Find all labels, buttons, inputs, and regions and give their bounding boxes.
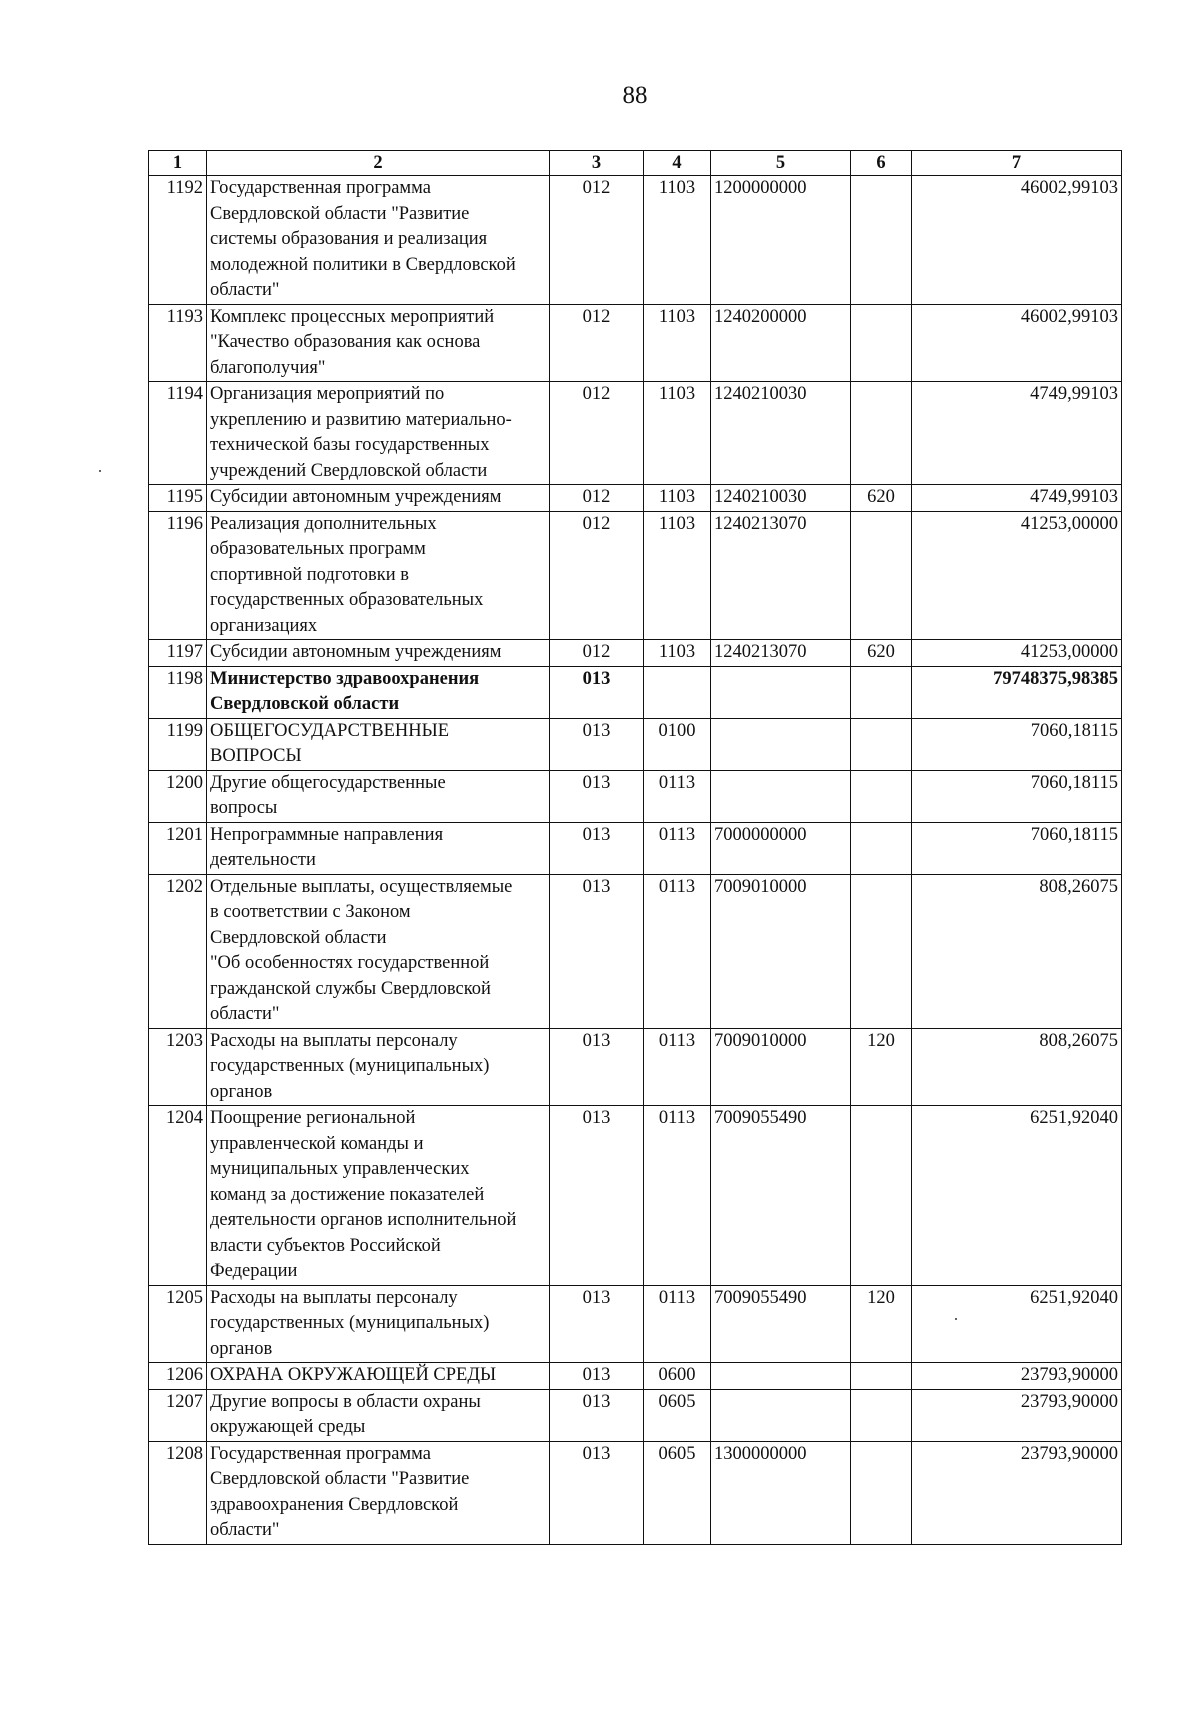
row-expense-type <box>851 485 912 512</box>
row-amount-text: 7060,18115 <box>1030 772 1118 793</box>
row-expense-type <box>851 1389 912 1441</box>
row-expense-type <box>851 718 912 770</box>
row-amount-text: 23793,90000 <box>1020 1391 1118 1412</box>
row-expense-type-text: 120 <box>867 1287 895 1308</box>
row-section-code-text: 1103 <box>658 384 696 404</box>
page-number: 88 <box>622 82 648 109</box>
row-amount-text: 23793,90000 <box>1020 1365 1118 1385</box>
row-section-code <box>644 176 711 305</box>
row-number <box>149 640 207 667</box>
row-ministry-code-text: 013 <box>582 876 611 897</box>
row-target-code <box>711 1028 851 1106</box>
row-target-code-text: 1200000000 <box>714 178 807 198</box>
row-amount-text: 4749,99103 <box>1030 487 1118 507</box>
row-target-code-text: 1300000000 <box>714 1443 807 1464</box>
row-number-text: 1201 <box>166 824 203 845</box>
row-ministry-code <box>550 770 644 822</box>
row-number-text: 1200 <box>166 772 203 793</box>
row-expense-type <box>851 304 912 382</box>
row-target-code-text: 7000000000 <box>714 824 807 845</box>
row-ministry-code-text: 013 <box>582 720 611 741</box>
row-target-code <box>711 718 851 770</box>
row-expense-type <box>851 822 912 874</box>
row-expense-type <box>851 666 912 718</box>
scan-speck <box>99 470 101 472</box>
row-amount <box>912 1363 1122 1390</box>
row-target-code-text: 7009010000 <box>714 1030 807 1051</box>
row-ministry-code <box>550 718 644 770</box>
row-ministry-code-text: 013 <box>582 1391 611 1412</box>
row-section-code-text: 0113 <box>658 876 696 897</box>
row-target-code-text: 7009010000 <box>714 876 807 897</box>
row-amount <box>912 485 1122 512</box>
row-section-code-text: 1103 <box>658 642 696 662</box>
row-name <box>207 511 550 640</box>
row-section-code-text: 0605 <box>658 1443 696 1464</box>
row-name-text: Реализация дополнительных образовательных программ спортивной подготовки в государственных образовательных организациях <box>210 513 484 636</box>
row-ministry-code-text: 013 <box>582 824 611 845</box>
column-header-6: 6 <box>851 151 912 176</box>
row-section-code-text: 1103 <box>658 513 696 534</box>
row-expense-type <box>851 176 912 305</box>
row-ministry-code <box>550 304 644 382</box>
table-row <box>149 1363 1122 1390</box>
row-number <box>149 1363 207 1390</box>
row-target-code <box>711 304 851 382</box>
row-amount <box>912 770 1122 822</box>
row-name-text: Непрограммные направления деятельности <box>210 824 444 870</box>
row-name-text: Министерство здравоохранения Свердловской области <box>210 668 480 714</box>
row-ministry-code <box>550 1441 644 1544</box>
row-name <box>207 822 550 874</box>
row-name <box>207 1363 550 1390</box>
row-expense-type <box>851 1363 912 1390</box>
row-section-code-text: 0100 <box>658 720 696 741</box>
row-ministry-code <box>550 511 644 640</box>
row-target-code-text: 1240210030 <box>714 487 807 507</box>
row-section-code-text: 0113 <box>658 1287 696 1308</box>
row-ministry-code <box>550 1028 644 1106</box>
row-name-text: Государственная программа Свердловской области "Развитие системы образования и реализация молодежной политики в Свердловской области" <box>210 178 516 300</box>
row-target-code <box>711 511 851 640</box>
row-section-code <box>644 822 711 874</box>
row-target-code <box>711 874 851 1028</box>
row-expense-type <box>851 382 912 485</box>
row-target-code <box>711 822 851 874</box>
row-amount <box>912 1389 1122 1441</box>
row-amount <box>912 640 1122 667</box>
table-row <box>149 304 1122 382</box>
row-number-text: 1199 <box>166 720 203 741</box>
row-amount <box>912 718 1122 770</box>
row-name <box>207 666 550 718</box>
row-name-text: Комплекс процессных мероприятий "Качество образования как основа благополучия" <box>210 306 495 378</box>
table-row <box>149 1285 1122 1363</box>
row-amount-text: 7060,18115 <box>1030 720 1118 741</box>
row-number-text: 1192 <box>166 178 203 198</box>
row-ministry-code-text: 013 <box>582 1030 611 1051</box>
row-number <box>149 770 207 822</box>
row-section-code <box>644 718 711 770</box>
row-number-text: 1195 <box>166 487 203 507</box>
row-ministry-code-text: 013 <box>582 1287 611 1308</box>
row-name-text: ОБЩЕГОСУДАРСТВЕННЫЕ ВОПРОСЫ <box>210 720 450 766</box>
row-number <box>149 822 207 874</box>
row-target-code-text: 1240200000 <box>714 306 807 327</box>
row-number <box>149 511 207 640</box>
row-ministry-code-text: 012 <box>582 513 611 534</box>
column-header-7: 7 <box>912 151 1122 176</box>
row-number-text: 1206 <box>166 1365 203 1385</box>
row-section-code <box>644 1441 711 1544</box>
table-row <box>149 666 1122 718</box>
row-number-text: 1203 <box>166 1030 203 1051</box>
row-expense-type <box>851 1285 912 1363</box>
row-name-text: Другие вопросы в области охраны окружающей среды <box>210 1391 481 1437</box>
row-amount <box>912 304 1122 382</box>
table-body <box>149 176 1122 1545</box>
row-name <box>207 1028 550 1106</box>
row-section-code <box>644 485 711 512</box>
row-target-code <box>711 640 851 667</box>
row-name-text: Расходы на выплаты персоналу государственных (муниципальных) органов <box>210 1287 490 1359</box>
row-number-text: 1194 <box>166 384 203 404</box>
row-section-code <box>644 1106 711 1286</box>
row-number <box>149 382 207 485</box>
row-expense-type <box>851 1028 912 1106</box>
row-ministry-code-text: 012 <box>582 642 611 662</box>
table-row <box>149 485 1122 512</box>
table-row <box>149 176 1122 305</box>
row-ministry-code <box>550 1363 644 1390</box>
row-ministry-code-text: 012 <box>582 487 611 507</box>
row-amount-text: 23793,90000 <box>1020 1443 1118 1464</box>
row-name <box>207 1441 550 1544</box>
row-name-text: Другие общегосударственные вопросы <box>210 772 446 818</box>
row-target-code <box>711 666 851 718</box>
row-amount-text: 4749,99103 <box>1030 384 1118 404</box>
table-row <box>149 511 1122 640</box>
row-name-text: Государственная программа Свердловской области "Развитие здравоохранения Свердловской области" <box>210 1443 470 1540</box>
column-header-3: 3 <box>550 151 644 176</box>
row-ministry-code <box>550 485 644 512</box>
row-section-code <box>644 666 711 718</box>
row-target-code <box>711 1363 851 1390</box>
row-section-code <box>644 304 711 382</box>
row-amount <box>912 1285 1122 1363</box>
row-section-code-text: 0600 <box>658 1365 696 1385</box>
row-section-code-text: 1103 <box>658 487 696 507</box>
row-name-text: Субсидии автономным учреждениям <box>210 642 502 662</box>
row-name-text: ОХРАНА ОКРУЖАЮЩЕЙ СРЕДЫ <box>210 1365 497 1385</box>
row-number-text: 1202 <box>166 876 203 897</box>
table-row <box>149 770 1122 822</box>
row-ministry-code <box>550 640 644 667</box>
row-ministry-code <box>550 1285 644 1363</box>
row-ministry-code-text: 013 <box>582 1108 611 1128</box>
row-name-text: Расходы на выплаты персоналу государственных (муниципальных) органов <box>210 1030 490 1102</box>
row-name <box>207 1285 550 1363</box>
table-row <box>149 1389 1122 1441</box>
row-expense-type <box>851 1106 912 1286</box>
row-name <box>207 1106 550 1286</box>
row-expense-type <box>851 874 912 1028</box>
row-section-code-text: 1103 <box>658 306 696 327</box>
row-target-code-text: 7009055490 <box>714 1287 807 1308</box>
row-number <box>149 1106 207 1286</box>
row-target-code <box>711 770 851 822</box>
row-target-code-text: 7009055490 <box>714 1108 807 1128</box>
row-section-code <box>644 1285 711 1363</box>
row-target-code <box>711 382 851 485</box>
column-header-4: 4 <box>644 151 711 176</box>
row-amount <box>912 874 1122 1028</box>
row-amount <box>912 382 1122 485</box>
row-expense-type <box>851 511 912 640</box>
row-ministry-code-text: 013 <box>582 772 611 793</box>
row-number <box>149 1028 207 1106</box>
column-header-1: 1 <box>149 151 207 176</box>
table-row <box>149 1028 1122 1106</box>
row-ministry-code <box>550 382 644 485</box>
table-row <box>149 874 1122 1028</box>
row-section-code-text: 1103 <box>658 178 696 198</box>
table-row <box>149 822 1122 874</box>
row-number-text: 1193 <box>166 306 203 327</box>
row-section-code <box>644 770 711 822</box>
row-target-code-text: 1240210030 <box>714 384 807 404</box>
row-ministry-code <box>550 874 644 1028</box>
row-expense-type <box>851 640 912 667</box>
row-amount <box>912 822 1122 874</box>
row-name <box>207 718 550 770</box>
row-section-code <box>644 874 711 1028</box>
row-target-code <box>711 485 851 512</box>
row-amount-text: 41253,00000 <box>1020 513 1118 534</box>
row-number-text: 1208 <box>166 1443 203 1464</box>
row-expense-type-text: 120 <box>867 1030 895 1051</box>
budget-table <box>148 150 1122 1545</box>
row-section-code-text: 0113 <box>658 1030 696 1051</box>
row-ministry-code <box>550 1389 644 1441</box>
header-row <box>149 151 1122 176</box>
row-amount <box>912 1441 1122 1544</box>
row-section-code <box>644 1389 711 1441</box>
row-target-code-text: 1240213070 <box>714 642 807 662</box>
column-header-2: 2 <box>207 151 550 176</box>
row-number <box>149 1441 207 1544</box>
row-number <box>149 1389 207 1441</box>
row-amount-text: 7060,18115 <box>1030 824 1118 845</box>
row-name <box>207 874 550 1028</box>
row-name <box>207 176 550 305</box>
row-target-code <box>711 1441 851 1544</box>
row-ministry-code <box>550 176 644 305</box>
table-row <box>149 1106 1122 1286</box>
row-number-text: 1204 <box>166 1108 203 1128</box>
row-expense-type-text: 620 <box>867 487 895 507</box>
row-amount-text: 79748375,98385 <box>993 668 1118 689</box>
row-number-text: 1207 <box>166 1391 203 1412</box>
row-name-text: Поощрение региональной управленческой команды и муниципальных управленческих команд за достижение показателей деятельности органов исполнительной власти субъектов Российской Федерации <box>210 1108 517 1281</box>
row-number-text: 1205 <box>166 1287 203 1308</box>
row-ministry-code-text: 012 <box>582 384 611 404</box>
row-section-code <box>644 1363 711 1390</box>
row-target-code-text: 1240213070 <box>714 513 807 534</box>
row-number <box>149 1285 207 1363</box>
table-row <box>149 640 1122 667</box>
row-ministry-code <box>550 666 644 718</box>
row-number <box>149 666 207 718</box>
row-ministry-code <box>550 1106 644 1286</box>
row-expense-type <box>851 1441 912 1544</box>
row-amount-text: 6251,92040 <box>1030 1108 1118 1128</box>
row-amount <box>912 666 1122 718</box>
row-number <box>149 304 207 382</box>
row-ministry-code-text: 012 <box>582 306 611 327</box>
column-header-5: 5 <box>711 151 851 176</box>
table-row <box>149 382 1122 485</box>
row-name <box>207 382 550 485</box>
row-number-text: 1197 <box>166 642 203 662</box>
row-amount-text: 46002,99103 <box>1020 178 1118 198</box>
row-name <box>207 770 550 822</box>
row-target-code <box>711 1106 851 1286</box>
row-ministry-code-text: 013 <box>582 1365 611 1385</box>
row-ministry-code-text: 013 <box>582 1443 611 1464</box>
row-amount-text: 808,26075 <box>1039 876 1118 897</box>
row-name-text: Субсидии автономным учреждениям <box>210 487 502 507</box>
row-ministry-code-text: 013 <box>582 668 611 689</box>
row-name-text: Организация мероприятий по укреплению и развитию материально- технической базы государственных учреждений Свердловской области <box>210 384 512 481</box>
row-ministry-code <box>550 822 644 874</box>
row-amount-text: 41253,00000 <box>1020 642 1118 662</box>
row-amount <box>912 176 1122 305</box>
row-amount <box>912 1028 1122 1106</box>
row-ministry-code-text: 012 <box>582 178 611 198</box>
row-section-code-text: 0605 <box>658 1391 696 1412</box>
row-name <box>207 640 550 667</box>
row-section-code-text: 0113 <box>658 1108 696 1128</box>
row-number <box>149 176 207 305</box>
row-target-code <box>711 1389 851 1441</box>
row-amount-text: 808,26075 <box>1039 1030 1118 1051</box>
row-name <box>207 485 550 512</box>
row-section-code <box>644 640 711 667</box>
row-target-code <box>711 1285 851 1363</box>
row-section-code-text: 0113 <box>658 772 696 793</box>
row-amount <box>912 511 1122 640</box>
row-amount-text: 46002,99103 <box>1020 306 1118 327</box>
row-expense-type <box>851 770 912 822</box>
row-name <box>207 304 550 382</box>
row-number-text: 1198 <box>166 668 203 689</box>
row-number <box>149 874 207 1028</box>
row-number <box>149 718 207 770</box>
table-row <box>149 718 1122 770</box>
row-name-text: Отдельные выплаты, осуществляемые в соответствии с Законом Свердловской области "Об особенностях государственной гражданской службы Свердловской области" <box>210 876 513 1024</box>
row-section-code <box>644 382 711 485</box>
row-section-code-text: 0113 <box>658 824 696 845</box>
row-section-code <box>644 1028 711 1106</box>
row-target-code <box>711 176 851 305</box>
row-number <box>149 485 207 512</box>
table-row <box>149 1441 1122 1544</box>
row-amount <box>912 1106 1122 1286</box>
row-section-code <box>644 511 711 640</box>
row-amount-text: 6251,92040 <box>1030 1287 1118 1308</box>
row-name <box>207 1389 550 1441</box>
row-number-text: 1196 <box>166 513 203 534</box>
row-expense-type-text: 620 <box>867 642 895 662</box>
